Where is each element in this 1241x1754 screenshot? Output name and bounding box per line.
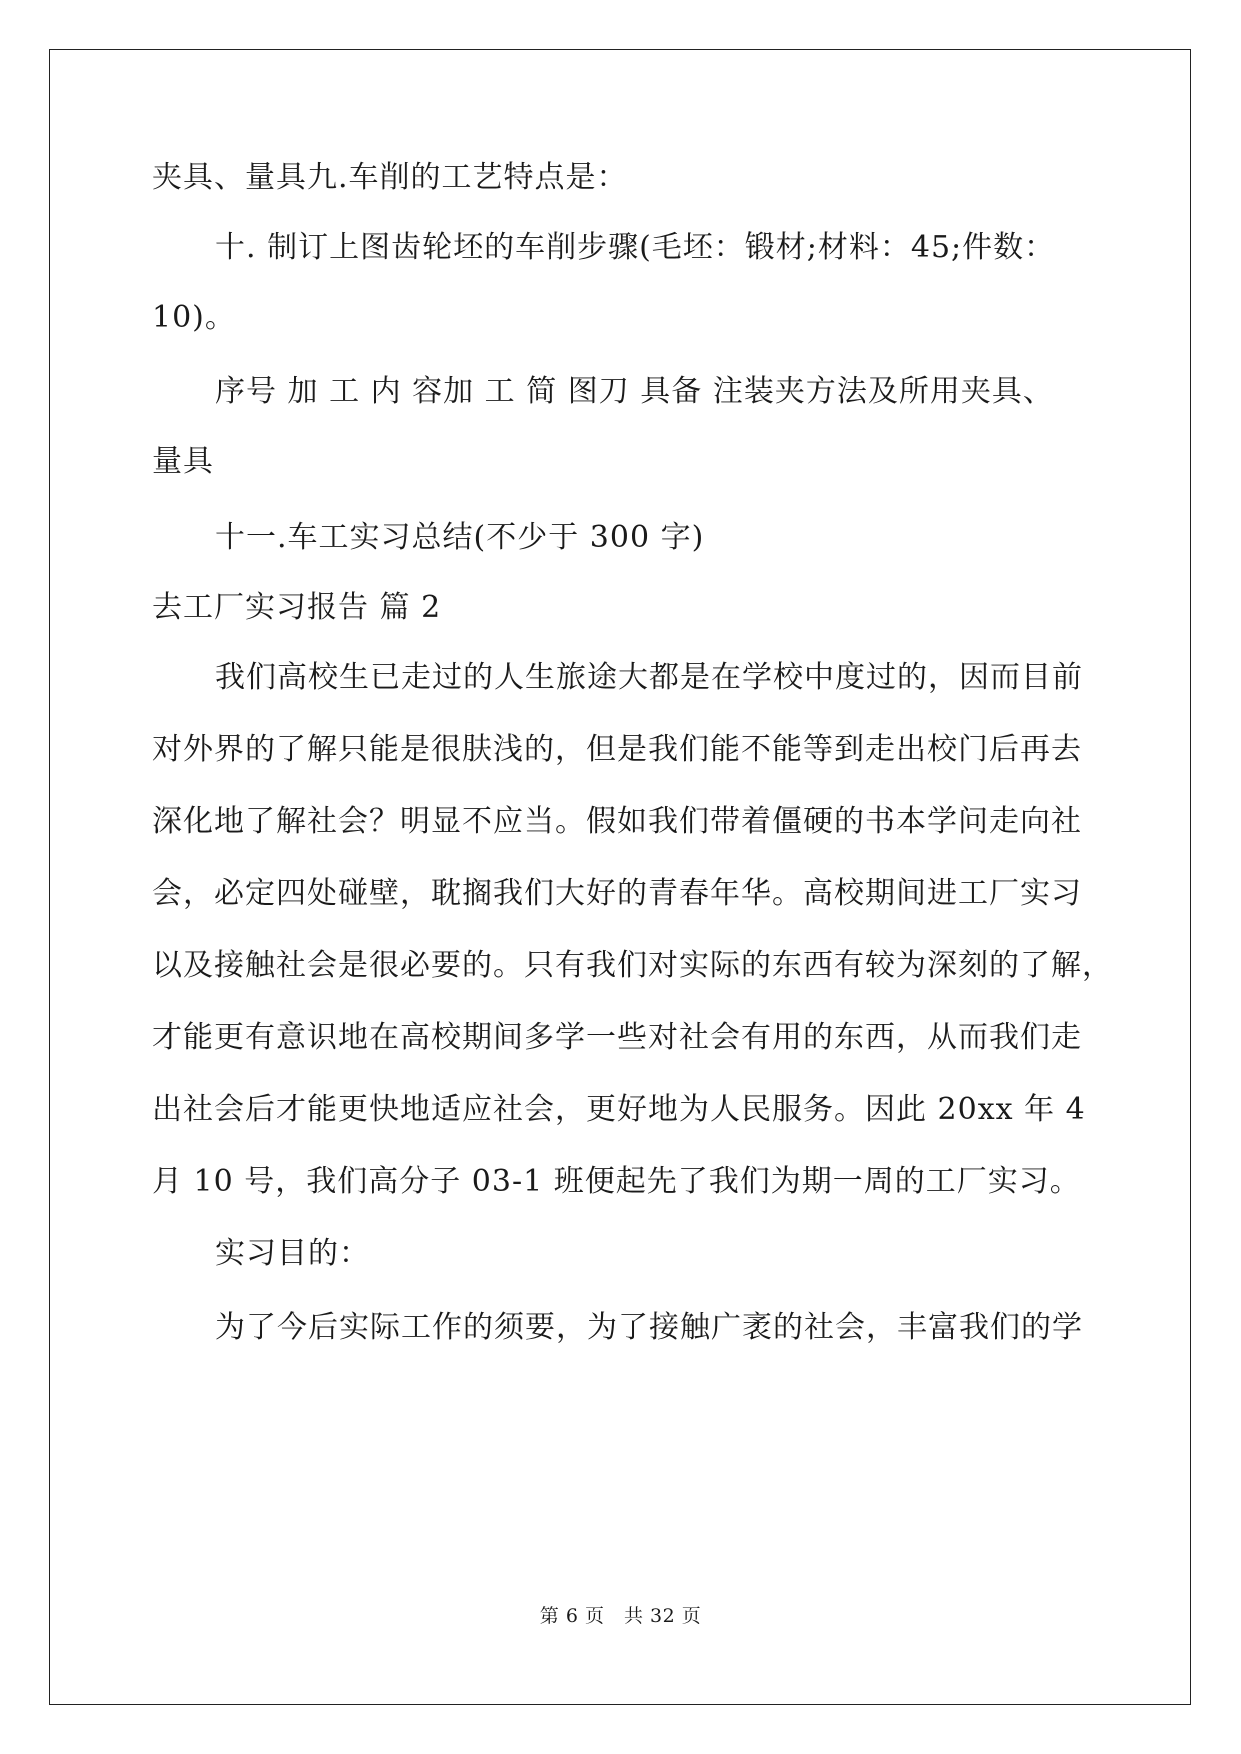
- section-heading: 去工厂实习报告 篇 2: [152, 590, 442, 625]
- text-line-12: 以及接触社会是很必要的。只有我们对实际的东西有较为深刻的了解，: [152, 948, 1113, 983]
- text-line-17: 为了今后实际工作的须要，为了接触广袤的社会，丰富我们的学: [215, 1310, 1083, 1345]
- text-line-4: 序号 加 工 内 容加 工 简 图刀 具备 注装夹方法及所用夹具、: [215, 374, 1054, 409]
- text-line-15: 月 10 号，我们高分子 03-1 班便起先了我们为期一周的工厂实习。: [152, 1164, 1081, 1199]
- text-line-16: 实习目的：: [215, 1236, 370, 1271]
- text-line-5: 量具: [152, 444, 214, 479]
- text-line-6: 十一.车工实习总结(不少于 300 字): [215, 520, 705, 555]
- page-number-footer: 第 6 页 共 32 页: [539, 1605, 702, 1627]
- text-line-9: 对外界的了解只能是很肤浅的，但是我们能不能等到走出校门后再去: [152, 732, 1082, 767]
- text-line-1: 夹具、量具九.车削的工艺特点是：: [152, 160, 628, 195]
- text-line-14: 出社会后才能更快地适应社会，更好地为人民服务。因此 20xx 年 4: [152, 1092, 1086, 1127]
- text-line-3: 10)。: [152, 300, 236, 335]
- text-line-11: 会，必定四处碰壁，耽搁我们大好的青春年华。高校期间进工厂实习: [152, 876, 1082, 911]
- text-line-13: 才能更有意识地在高校期间多学一些对社会有用的东西，从而我们走: [152, 1020, 1082, 1055]
- text-line-2: 十. 制订上图齿轮坯的车削步骤(毛坯：锻材;材料：45;件数：: [215, 230, 1056, 265]
- text-line-8: 我们高校生已走过的人生旅途大都是在学校中度过的，因而目前: [215, 660, 1083, 695]
- text-line-10: 深化地了解社会？明显不应当。假如我们带着僵硬的书本学问走向社: [152, 804, 1082, 839]
